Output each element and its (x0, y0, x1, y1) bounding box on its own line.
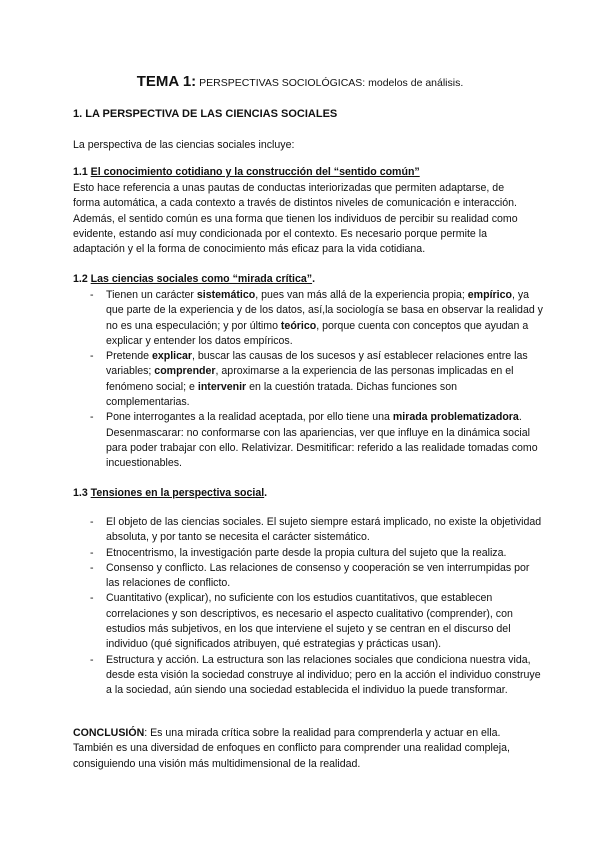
list-item (73, 288, 543, 349)
list-item-bold-term: explicar (151, 350, 193, 363)
subsection-1-2-title: Las ciencias sociales como “mirada crítica” (90, 273, 313, 285)
list-item-bold-term: empírico (467, 289, 512, 301)
subsection-1-1-body: Esto hace referencia a unas pautas de conductas interiorizadas que permiten adaptarse, de forma automática, a cada contexto a través de distintos niveles de comunicación e interacción. Además, el sentido común es una forma que tienen los individuos de percibir su realidad como evidente, estando así muy condicionada por el contexto. Es necesario porque permite la adaptación y el la forma de conocimiento más eficaz para la vida cotidiana. (73, 182, 518, 256)
conclusion-text: : Es una mirada crítica sobre la realidad para comprenderla y actuar en ella. También es una diversidad de enfoques en conflicto para comprender una realidad compleja, consiguiendo una visión más multidimensional de la realidad. (73, 727, 510, 770)
list-item-text: , buscar las causas de los sucesos y así establecer relaciones entre las variables; (106, 350, 528, 378)
subsection-1-3-number: 1.3 (73, 487, 91, 499)
list-item-bold-term: comprender (154, 365, 216, 378)
subsection-1-3-title: Tensiones en la perspectiva social (90, 487, 265, 499)
subsection-1-3-period: . (264, 487, 268, 499)
list-item-text: Tienen un carácter (106, 289, 197, 301)
list-item: - Consenso y conflicto. Las relaciones de consenso y cooperación se ven interrumpidas por las relaciones de conflicto. (73, 561, 543, 592)
conclusion-paragraph (73, 726, 533, 772)
list-item: - Etnocentrismo, la investigación parte desde la propia cultura del sujeto que la realiza. (73, 546, 543, 561)
subsection-1-3-list (73, 515, 543, 699)
list-item-text: , pues van más allá de la experiencia propia; (255, 289, 468, 301)
list-item (73, 410, 543, 471)
list-item (73, 349, 543, 410)
subsection-1-1-number: 1.1 (73, 166, 91, 178)
section-1-heading: 1. LA PERSPECTIVA DE LAS CIENCIAS SOCIALES (73, 108, 338, 120)
subsection-1-2-period: . (312, 273, 316, 285)
section-1-intro: La perspectiva de las ciencias sociales incluye: (73, 139, 295, 151)
subsection-1-1-title: El conocimiento cotidiano y la construcción del “sentido común” (90, 166, 420, 178)
document-title (0, 73, 600, 90)
subsection-1-2-number: 1.2 (73, 273, 91, 285)
list-item: - Cuantitativo (explicar), no suficiente con los estudios cuantitativos, que establecen correlaciones y son descriptivos, es necesario el aspecto cualitativo (comprender), con estudios más subjetivos, en los que interviene el sujeto y se centran en el discurso del individuo (qué significados atribuyen, qué estrategias y prácticas usan). (73, 591, 543, 652)
list-item-bold-term: intervenir (197, 380, 247, 393)
list-item-text: . Desenmascarar: no conformarse con las apariencias, ver que influye en la dinámica social para poder trabajar con ello. Relativizar. Desmitificar: referido a las realidade tomadas como incuestionables. (106, 411, 538, 470)
list-item-text: en la cuestión tratada. Dichas funciones son complementarias. (106, 380, 457, 409)
list-item-bold-term: sistemático (196, 289, 256, 301)
list-item-bold-term: mirada problematizadora (392, 411, 519, 424)
conclusion-label: CONCLUSIÓN (73, 727, 145, 739)
list-item-text: Pretende (106, 350, 152, 363)
subsection-1-2-heading (73, 273, 315, 285)
list-item: - Estructura y acción. La estructura son las relaciones sociales que condiciona nuestra vida, desde esta visión la sociedad construye al individuo; pero en la acción el individuo construye a la sociedad, aún siendo una sociedad establecida el individuo la puede transformar. (73, 653, 543, 699)
list-item-text: Pone interrogantes a la realidad aceptada, por ello tiene una (106, 411, 393, 424)
subsection-1-2-list (73, 288, 543, 472)
list-item-text: , aproximarse a la experiencia de las personas implicadas en el fenómeno social; e (106, 365, 514, 393)
subsection-1-1-heading (73, 166, 420, 178)
title-subtitle: PERSPECTIVAS SOCIOLÓGICAS: modelos de análisis. (196, 77, 464, 89)
list-item: - El objeto de las ciencias sociales. El sujeto siempre estará implicado, no existe la objetividad absoluta, y por tanto se necesita el carácter sistemático. (73, 515, 543, 546)
subsection-1-3-heading (73, 487, 267, 499)
list-item-text: , porque cuenta con conceptos que ayudan a explicar y entender los datos empíricos. (106, 319, 529, 347)
list-item-bold-term: teórico (280, 319, 317, 332)
list-item-text: , ya que parte de la experiencia y de los datos, así,la sociología se basa en observar la realidad y no es una especulación; y por último (106, 289, 543, 332)
title-topic: TEMA 1: (136, 73, 197, 90)
